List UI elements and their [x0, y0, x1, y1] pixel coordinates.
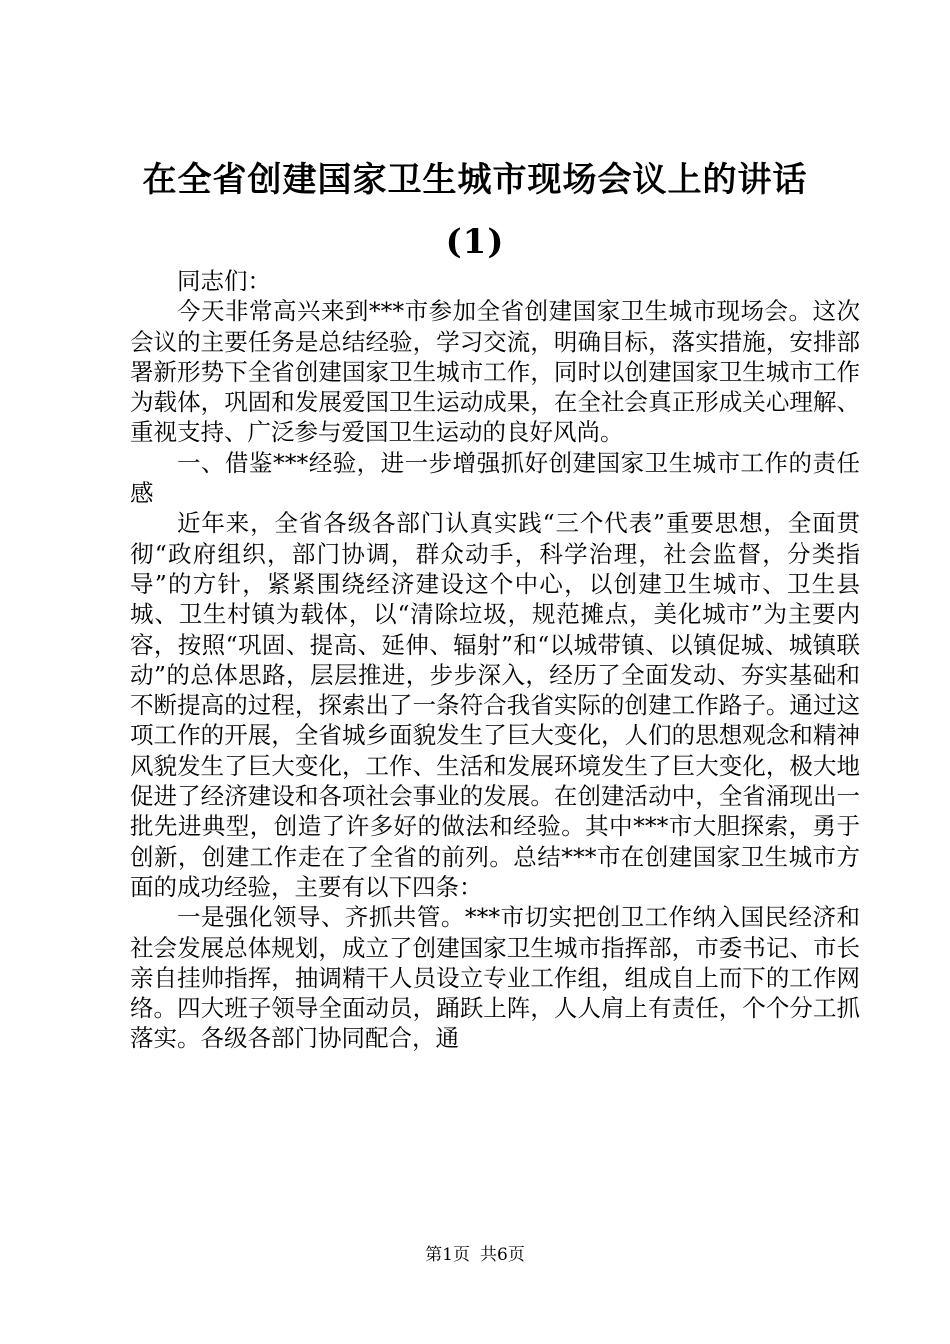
- paragraph-review: 近年来，全省各级各部门认真实践“三个代表”重要思想，全面贯彻“政府组织，部门协调，群众动手，科学治理，社会监督，分类指导”的方针，紧紧围绕经济建设这个中心，以创建卫生城市、卫生县城、卫生村镇为载体，以“清除垃圾，规范摊点，美化城市”为主要内容，按照“巩固、提高、延伸、辐射”和“以城带镇、以镇促城、城镇联动”的总体思路，层层推进，步步深入，经历了全面发动、夯实基础和不断提高的过程，探索出了一条符合我省实际的创建工作路子。通过这项工作的开展，全省城乡面貌发生了巨大变化，人们的思想观念和精神风貌发生了巨大变化，工作、生活和发展环境发生了巨大变化，极大地促进了经济建设和各项社会事业的发展。在创建活动中，全省涌现出一批先进典型，创造了许多好的做法和经验。其中***市大胆探索，勇于创新，创建工作走在了全省的前列。总结***市在创建国家卫生城市方面的成功经验，主要有以下四条：: [130, 509, 860, 901]
- page-footer: [0, 1244, 950, 1266]
- document-body: [130, 266, 860, 1054]
- paragraph-point-1: 一是强化领导、齐抓共管。***市切实把创卫工作纳入国民经济和社会发展总体规划，成立了创建国家卫生城市指挥部，市委书记、市长亲自挂帅指挥，抽调精干人员设立专业工作组，组成自上而下的工作网络。四大班子领导全面动员，踊跃上阵，人人肩上有责任，个个分工抓落实。各级各部门协同配合，通: [130, 903, 860, 1053]
- section-heading-1: 一、借鉴***经验，进一步增强抓好创建国家卫生城市工作的责任感: [130, 448, 860, 508]
- page-total: 共6页: [480, 1245, 525, 1265]
- salutation: 同志们：: [177, 267, 271, 295]
- document-title-line1: 在全省创建国家卫生城市现场会议上的讲话: [142, 160, 808, 200]
- document-title-line2: (1): [445, 222, 505, 262]
- paragraph-intro: 今天非常高兴来到***市参加全省创建国家卫生城市现场会。这次会议的主要任务是总结经验，学习交流，明确目标，落实措施，安排部署新形势下全省创建国家卫生城市工作，同时以创建国家卫生城市工作为载体，巩固和发展爱国卫生运动成果，在全社会真正形成关心理解、重视支持、广泛参与爱国卫生运动的良好风尚。: [130, 297, 860, 447]
- page-number: 第1页: [425, 1245, 470, 1265]
